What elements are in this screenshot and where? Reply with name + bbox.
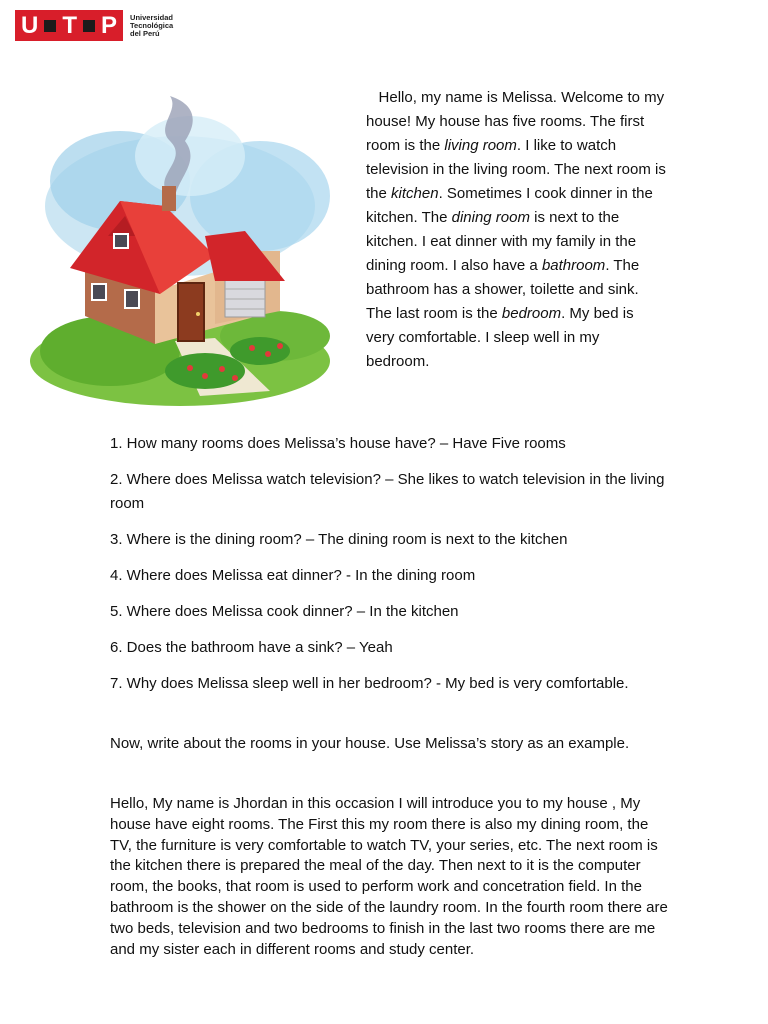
university-name-line1: Universidad xyxy=(130,12,173,22)
utp-logo xyxy=(15,10,173,41)
story-term-bedroom: bedroom xyxy=(501,305,562,322)
question-6: 6. Does the bathroom have a sink? – Yeah xyxy=(110,639,393,656)
story-text: . Sometimes I cook dinner in the kitchen. The xyxy=(366,185,653,226)
story-paragraph xyxy=(366,86,666,374)
story-term-living-room: living room xyxy=(444,137,517,154)
question-5: 5. Where does Melissa cook dinner? – In the kitchen xyxy=(110,603,459,620)
question-4: 4. Where does Melissa eat dinner? - In the dining room xyxy=(110,567,476,584)
university-name-line3: del Perú xyxy=(130,28,160,38)
university-name xyxy=(130,14,173,38)
story-text: . The bathroom has a shower, toilette and sink. The last room is the xyxy=(366,257,640,322)
question-3: 3. Where is the dining room? – The dining room is next to the kitchen xyxy=(110,531,568,548)
writing-prompt xyxy=(110,732,650,756)
question-list xyxy=(110,432,670,708)
student-essay-text: Hello, My name is Jhordan in this occasion I will introduce you to my house , My house have eight rooms. The First this my room there is also my dining room, the TV, the furniture is very comfortable to watch TV, your series, etc. The next room is the kitchen there is prepared the meal of the day. Then next to it is the computer room, the books, that room is used to perform work and concetration field. In the bathroom is the shower on the side of the laundry room. In the fourth room there are two beds, television and two bedrooms to finish in the last two rooms there are me and my sister each in different rooms and study center. xyxy=(110,795,668,958)
logo-letter-u: U xyxy=(21,11,39,39)
story-text: Hello, my name is Melissa. Welcome to my house! My house has five rooms. The first room is the xyxy=(366,89,665,154)
melissa-story xyxy=(366,86,666,374)
question-2: 2. Where does Melissa watch television? – She likes to watch television in the living room xyxy=(110,471,665,512)
question-7: 7. Why does Melissa sleep well in her bedroom? - My bed is very comfortable. xyxy=(110,675,629,692)
story-text: is next to the kitchen. I eat dinner with my family in the dining room. I also have a xyxy=(366,209,637,274)
logo-letter-p: P xyxy=(101,11,118,39)
student-essay xyxy=(110,794,670,960)
university-name-line2: Tecnológica xyxy=(130,20,174,30)
house-illustration xyxy=(30,86,342,416)
story-term-bathroom: bathroom xyxy=(541,257,606,274)
story-term-dining-room: dining room xyxy=(451,209,530,226)
writing-prompt-text: Now, write about the rooms in your house. Use Melissa’s story as an example. xyxy=(110,735,630,752)
story-text: . I like to watch television in the living room. The next room is the xyxy=(366,137,666,202)
question-1: 1. How many rooms does Melissa’s house have? – Have Five rooms xyxy=(110,435,566,452)
logo-separator xyxy=(83,20,95,32)
utp-logo-mark xyxy=(15,10,123,41)
story-text: . My bed is very comfortable. I sleep well in my bedroom. xyxy=(366,305,634,370)
story-term-kitchen: kitchen xyxy=(391,185,439,202)
logo-separator xyxy=(44,20,56,32)
logo-letter-t: T xyxy=(62,11,78,39)
